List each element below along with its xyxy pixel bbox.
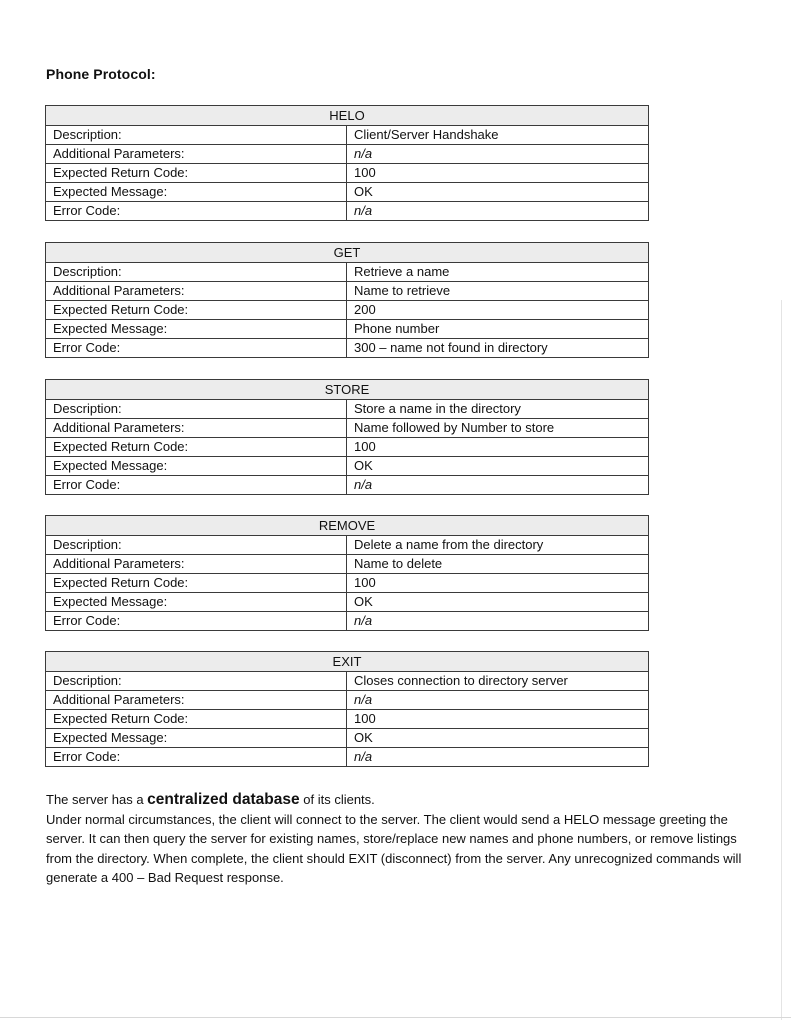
row-value: n/a	[347, 748, 649, 767]
helo-command-table	[45, 105, 649, 221]
table-row	[46, 691, 649, 710]
table-row	[46, 574, 649, 593]
row-label: Description:	[46, 400, 347, 419]
row-label: Expected Message:	[46, 729, 347, 748]
summary-intro	[46, 790, 746, 810]
store-command-table	[45, 379, 649, 495]
row-value: n/a	[347, 145, 649, 164]
scan-edge	[781, 300, 782, 1020]
row-label: Expected Message:	[46, 593, 347, 612]
table-row	[46, 419, 649, 438]
summary-body: Under normal circumstances, the client will connect to the server. The client would send a HELO message greeting the server. It can then query the server for existing names, store/replace new names and phone numbers, or remove listings from the directory. When complete, the client should EXIT (disconnect) from the server. Any unrecognized commands will generate a 400 – Bad Request response.	[46, 811, 742, 885]
row-value: n/a	[347, 691, 649, 710]
table-row	[46, 612, 649, 631]
row-label: Additional Parameters:	[46, 282, 347, 301]
table-row	[46, 555, 649, 574]
row-label: Additional Parameters:	[46, 555, 347, 574]
row-label: Expected Message:	[46, 183, 347, 202]
row-value: 100	[347, 710, 649, 729]
row-label: Error Code:	[46, 339, 347, 358]
row-label: Error Code:	[46, 476, 347, 495]
row-value: Store a name in the directory	[347, 400, 649, 419]
summary-intro-emphasis: centralized database	[147, 791, 300, 808]
row-label: Description:	[46, 263, 347, 282]
row-label: Description:	[46, 536, 347, 555]
row-label: Expected Return Code:	[46, 574, 347, 593]
table-row	[46, 202, 649, 221]
row-value: Name to delete	[347, 555, 649, 574]
get-command-table	[45, 242, 649, 358]
summary-intro-before: The server has a	[46, 792, 148, 807]
row-label: Expected Message:	[46, 457, 347, 476]
row-label: Expected Return Code:	[46, 438, 347, 457]
row-label: Additional Parameters:	[46, 145, 347, 164]
row-value: OK	[347, 593, 649, 612]
command-name: REMOVE	[46, 516, 649, 536]
page-title: Phone Protocol:	[46, 66, 156, 82]
row-label: Error Code:	[46, 202, 347, 221]
table-row	[46, 183, 649, 202]
row-label: Description:	[46, 672, 347, 691]
command-name: HELO	[46, 106, 649, 126]
row-value: Delete a name from the directory	[347, 536, 649, 555]
table-row	[46, 438, 649, 457]
row-label: Additional Parameters:	[46, 419, 347, 438]
row-label: Expected Return Code:	[46, 301, 347, 320]
table-row	[46, 282, 649, 301]
summary-intro-after: of its clients.	[299, 792, 375, 807]
row-label: Error Code:	[46, 612, 347, 631]
summary-section	[46, 790, 746, 888]
row-value: n/a	[347, 612, 649, 631]
table-row	[46, 320, 649, 339]
row-value: OK	[347, 183, 649, 202]
row-value: 300 – name not found in directory	[347, 339, 649, 358]
row-label: Additional Parameters:	[46, 691, 347, 710]
table-row	[46, 301, 649, 320]
row-value: 100	[347, 164, 649, 183]
row-value: Name followed by Number to store	[347, 419, 649, 438]
row-value: Phone number	[347, 320, 649, 339]
row-value: Name to retrieve	[347, 282, 649, 301]
row-value: n/a	[347, 202, 649, 221]
remove-command-table	[45, 515, 649, 631]
row-value: OK	[347, 457, 649, 476]
table-row	[46, 126, 649, 145]
table-row	[46, 672, 649, 691]
scan-bottom-edge	[0, 1017, 791, 1018]
table-row	[46, 164, 649, 183]
row-label: Expected Return Code:	[46, 710, 347, 729]
command-name: EXIT	[46, 652, 649, 672]
row-value: 200	[347, 301, 649, 320]
command-name: GET	[46, 243, 649, 263]
table-row	[46, 339, 649, 358]
table-row	[46, 748, 649, 767]
table-row	[46, 476, 649, 495]
table-row	[46, 729, 649, 748]
table-row	[46, 536, 649, 555]
row-label: Expected Message:	[46, 320, 347, 339]
row-value: n/a	[347, 476, 649, 495]
table-row	[46, 593, 649, 612]
row-label: Error Code:	[46, 748, 347, 767]
row-value: Client/Server Handshake	[347, 126, 649, 145]
table-row	[46, 145, 649, 164]
table-row	[46, 263, 649, 282]
row-value: 100	[347, 438, 649, 457]
command-name: STORE	[46, 380, 649, 400]
row-value: OK	[347, 729, 649, 748]
table-row	[46, 710, 649, 729]
row-value: Retrieve a name	[347, 263, 649, 282]
row-label: Description:	[46, 126, 347, 145]
table-row	[46, 400, 649, 419]
row-value: 100	[347, 574, 649, 593]
row-value: Closes connection to directory server	[347, 672, 649, 691]
row-label: Expected Return Code:	[46, 164, 347, 183]
exit-command-table	[45, 651, 649, 767]
table-row	[46, 457, 649, 476]
